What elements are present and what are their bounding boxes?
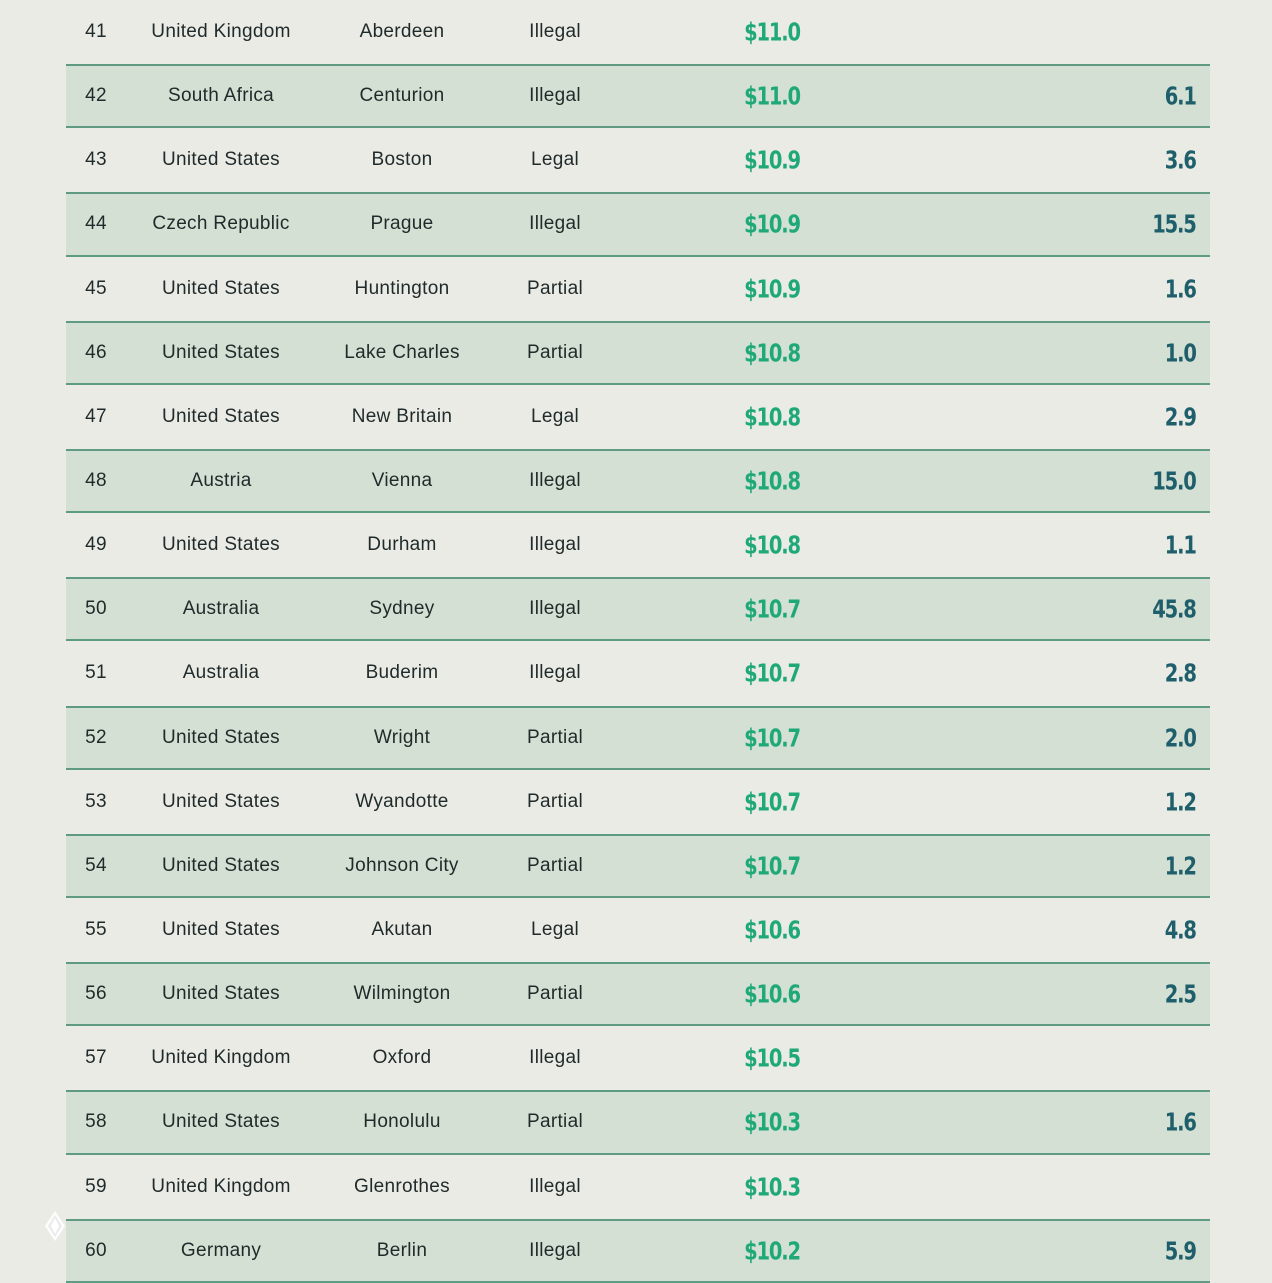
table-row xyxy=(66,1026,1210,1090)
legal-status-cell: Legal xyxy=(531,405,579,427)
table-row xyxy=(66,321,1210,385)
rank-cell: 51 xyxy=(85,662,107,684)
country-cell: United States xyxy=(162,854,280,876)
country-cell: United States xyxy=(162,277,280,299)
legal-status-cell: Illegal xyxy=(529,1175,581,1197)
country-cell: United States xyxy=(162,983,280,1005)
city-cell: New Britain xyxy=(351,405,453,427)
rank-cell: 50 xyxy=(85,598,107,620)
country-cell: Czech Republic xyxy=(152,213,290,235)
city-cell: Centurion xyxy=(359,85,445,107)
price-cell: $10.8 xyxy=(744,530,800,560)
country-cell: United States xyxy=(162,341,280,363)
legal-status-cell: Partial xyxy=(527,277,583,299)
city-cell: Glenrothes xyxy=(354,1175,450,1197)
legal-status-cell: Partial xyxy=(527,1111,583,1133)
legal-status-cell: Illegal xyxy=(529,662,581,684)
rank-cell: 47 xyxy=(85,405,107,427)
table-row xyxy=(66,1090,1210,1154)
city-cell: Lake Charles xyxy=(344,341,460,363)
value-cell: 15.0 xyxy=(1152,466,1196,496)
city-cell: Wyandotte xyxy=(355,790,449,812)
legal-status-cell: Illegal xyxy=(529,1239,581,1261)
city-cell: Vienna xyxy=(371,470,433,492)
price-cell: $10.9 xyxy=(744,274,800,304)
rank-cell: 48 xyxy=(85,470,107,492)
legal-status-cell: Illegal xyxy=(529,1047,581,1069)
city-cell: Boston xyxy=(371,149,433,171)
value-cell: 15.5 xyxy=(1152,209,1196,239)
country-cell: United States xyxy=(162,790,280,812)
price-cell: $10.7 xyxy=(744,594,800,624)
legal-status-cell: Partial xyxy=(527,790,583,812)
city-cell: Johnson City xyxy=(345,854,459,876)
city-cell: Wilmington xyxy=(353,983,451,1005)
legal-status-cell: Illegal xyxy=(529,598,581,620)
value-cell: 5.9 xyxy=(1164,1236,1196,1266)
value-cell: 2.0 xyxy=(1164,723,1196,753)
rank-cell: 49 xyxy=(85,534,107,556)
legal-status-cell: Partial xyxy=(527,341,583,363)
city-cell: Buderim xyxy=(365,662,439,684)
table-row xyxy=(66,577,1210,641)
legal-status-cell: Legal xyxy=(531,149,579,171)
rank-cell: 46 xyxy=(85,341,107,363)
legal-status-cell: Partial xyxy=(527,854,583,876)
rank-cell: 60 xyxy=(85,1239,107,1261)
country-cell: United States xyxy=(162,1111,280,1133)
country-cell: United Kingdom xyxy=(151,21,291,43)
city-cell: Durham xyxy=(367,534,437,556)
rank-cell: 44 xyxy=(85,213,107,235)
country-cell: South Africa xyxy=(167,85,275,107)
value-cell: 2.9 xyxy=(1164,402,1196,432)
city-cell: Sydney xyxy=(369,598,435,620)
logo-icon xyxy=(43,1210,67,1242)
rank-cell: 54 xyxy=(85,854,107,876)
legal-status-cell: Illegal xyxy=(529,470,581,492)
city-cell: Wright xyxy=(373,726,431,748)
table-row xyxy=(66,770,1210,834)
price-cell: $10.9 xyxy=(744,145,800,175)
country-cell: United States xyxy=(162,534,280,556)
country-cell: United States xyxy=(162,919,280,941)
price-cell: $10.7 xyxy=(744,787,800,817)
rank-cell: 55 xyxy=(85,919,107,941)
value-cell: 2.5 xyxy=(1164,979,1196,1009)
price-cell: $10.2 xyxy=(744,1236,800,1266)
table-row xyxy=(66,898,1210,962)
price-cell: $10.8 xyxy=(744,338,800,368)
table-row xyxy=(66,706,1210,770)
price-cell: $10.5 xyxy=(744,1043,800,1073)
rank-cell: 41 xyxy=(85,21,107,43)
rank-cell: 59 xyxy=(85,1175,107,1197)
table-row xyxy=(66,192,1210,256)
rank-cell: 56 xyxy=(85,983,107,1005)
price-cell: $10.6 xyxy=(744,979,800,1009)
city-cell: Akutan xyxy=(371,919,433,941)
country-cell: Germany xyxy=(180,1239,262,1261)
rank-cell: 42 xyxy=(85,85,107,107)
legal-status-cell: Partial xyxy=(527,983,583,1005)
table-row xyxy=(66,385,1210,449)
price-cell: $11.0 xyxy=(744,17,800,47)
rank-cell: 45 xyxy=(85,277,107,299)
price-cell: $10.7 xyxy=(744,658,800,688)
city-cell: Huntington xyxy=(354,277,450,299)
price-cell: $10.6 xyxy=(744,915,800,945)
table-row xyxy=(66,257,1210,321)
value-cell: 1.1 xyxy=(1164,530,1196,560)
country-cell: United Kingdom xyxy=(151,1175,291,1197)
rank-cell: 58 xyxy=(85,1111,107,1133)
table-row xyxy=(66,64,1210,128)
value-cell: 1.2 xyxy=(1164,851,1196,881)
legal-status-cell: Legal xyxy=(531,919,579,941)
table-row xyxy=(66,0,1210,64)
city-cell: Aberdeen xyxy=(359,21,445,43)
city-cell: Prague xyxy=(370,213,434,235)
city-cell: Berlin xyxy=(376,1239,428,1261)
rank-cell: 57 xyxy=(85,1047,107,1069)
country-cell: United States xyxy=(162,726,280,748)
value-cell: 1.0 xyxy=(1164,338,1196,368)
price-cell: $10.8 xyxy=(744,466,800,496)
price-cell: $10.9 xyxy=(744,209,800,239)
country-cell: United States xyxy=(162,149,280,171)
price-cell: $10.7 xyxy=(744,851,800,881)
rank-cell: 52 xyxy=(85,726,107,748)
country-cell: Australia xyxy=(182,662,260,684)
legal-status-cell: Illegal xyxy=(529,213,581,235)
value-cell: 45.8 xyxy=(1152,594,1196,624)
value-cell: 4.8 xyxy=(1164,915,1196,945)
table-row xyxy=(66,834,1210,898)
value-cell: 1.6 xyxy=(1164,274,1196,304)
rank-cell: 43 xyxy=(85,149,107,171)
rank-cell: 53 xyxy=(85,790,107,812)
table-row xyxy=(66,513,1210,577)
country-cell: United Kingdom xyxy=(151,1047,291,1069)
city-cell: Oxford xyxy=(372,1047,432,1069)
legal-status-cell: Illegal xyxy=(529,21,581,43)
table-row xyxy=(66,1219,1210,1283)
price-cell: $10.3 xyxy=(744,1172,800,1202)
country-cell: United States xyxy=(162,405,280,427)
table-row xyxy=(66,128,1210,192)
legal-status-cell: Illegal xyxy=(529,534,581,556)
table-row xyxy=(66,962,1210,1026)
legal-status-cell: Partial xyxy=(527,726,583,748)
value-cell: 6.1 xyxy=(1164,81,1196,111)
table-row xyxy=(66,641,1210,705)
ranking-table xyxy=(66,0,1210,1283)
value-cell: 1.6 xyxy=(1164,1107,1196,1137)
value-cell: 2.8 xyxy=(1164,658,1196,688)
legal-status-cell: Illegal xyxy=(529,85,581,107)
value-cell: 1.2 xyxy=(1164,787,1196,817)
price-cell: $10.3 xyxy=(744,1107,800,1137)
price-cell: $10.7 xyxy=(744,723,800,753)
price-cell: $11.0 xyxy=(744,81,800,111)
city-cell: Honolulu xyxy=(363,1111,441,1133)
table-row xyxy=(66,1155,1210,1219)
country-cell: Australia xyxy=(182,598,260,620)
value-cell: 3.6 xyxy=(1164,145,1196,175)
table-row xyxy=(66,449,1210,513)
country-cell: Austria xyxy=(190,470,252,492)
price-cell: $10.8 xyxy=(744,402,800,432)
